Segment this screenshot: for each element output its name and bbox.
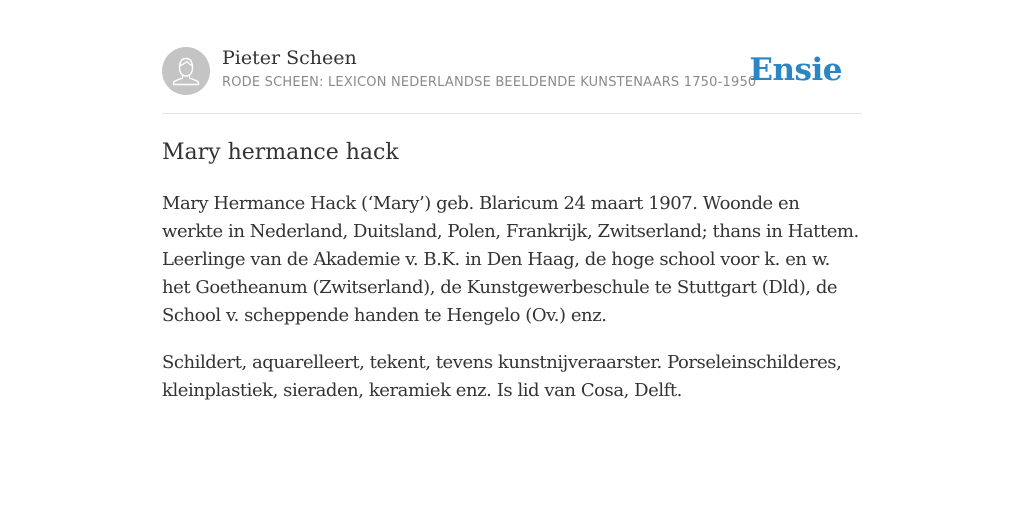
author-name[interactable]: Pieter Scheen — [222, 47, 357, 69]
entry-card — [162, 46, 862, 405]
entry-paragraph: Schildert, aquarelleert, tekent, tevens kunstnijveraarster. Porseleinschilderes, kleinplastiek, sieraden, keramiek enz. Is lid van Cosa, Delft. — [162, 352, 842, 401]
entry-paragraph: Mary Hermance Hack (‘Mary’) geb. Blaricum 24 maart 1907. Woonde en werkte in Nederland, Duitsland, Polen, Frankrijk, Zwitserland; thans in Hattem. Leerlinge van de Akademie v. B.K. in Den Haag, de hoge school voor k. en w. het Goetheanum (Zwitserland), de Kunstgewerbeschule te Stuttgart (Dld), de School v. scheppende handen te Hengelo (Ov.) enz. — [162, 193, 859, 326]
user-silhouette-icon — [162, 47, 210, 95]
source-title[interactable]: RODE SCHEEN: LEXICON NEDERLANDSE BEELDENDE KUNSTENAARS 1750-1950 — [222, 75, 757, 90]
author-avatar[interactable] — [162, 47, 210, 95]
entry-body — [162, 190, 862, 405]
entry-header — [162, 46, 862, 114]
brand-logo[interactable]: Ensie — [749, 52, 842, 88]
entry-title: Mary hermance hack — [162, 140, 399, 165]
